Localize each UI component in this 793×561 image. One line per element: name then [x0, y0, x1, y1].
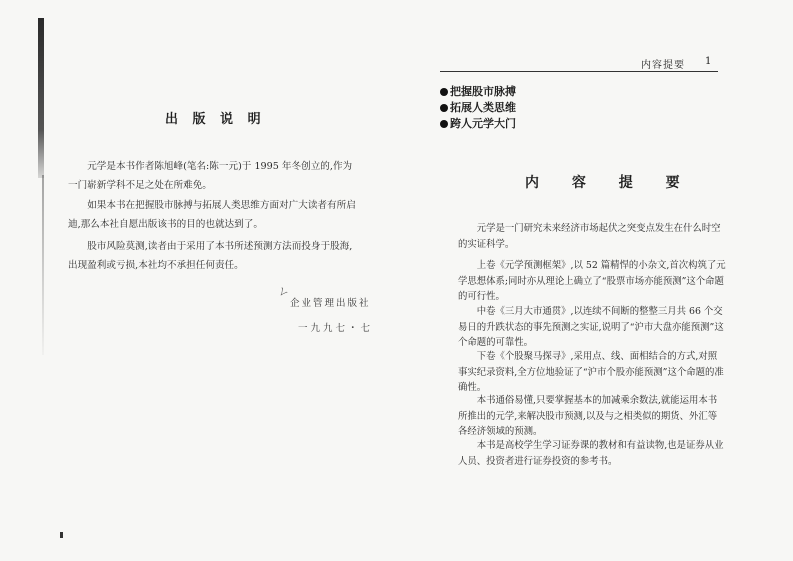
notice-paragraph-3: 股市风险莫测,读者由于采用了本书所述预测方法而投身于股海,出现盈利或亏损,本社均不承担任何责任。	[68, 241, 353, 271]
summary-paragraph-4: 下卷《个股聚马探寻》,采用点、线、面相结合的方式,对照事实纪录资料,全方位地验证了“沪市个股亦能预测”这个命题的准确性。	[458, 351, 724, 393]
summary-paragraph-5: 本书通俗易懂,只要掌握基本的加减乘余数法,就能运用本书所推出的元学,来解决股市预测,以及与之相类似的期货、外汇等各经济领域的预测。	[458, 395, 718, 437]
bullet-item	[440, 100, 516, 116]
notice-paragraph-1: 元学是本书作者陈旭峰(笔名:陈一元)于 1995 年冬创立的,作为一门崭新学科不足之处在所难免。	[68, 161, 353, 191]
publication-notice-title: 出 版 说 明	[165, 112, 266, 127]
bullet-item	[440, 116, 516, 132]
book-spine-shadow-fade	[42, 175, 44, 355]
book-spine-shadow	[38, 18, 44, 178]
publication-date: 一九九七・七	[298, 323, 374, 334]
feature-bullet-list	[440, 84, 516, 132]
publisher-name: 企业管理出版社	[290, 298, 371, 309]
header-rule	[440, 71, 718, 72]
summary-paragraph-3: 中卷《三月大市通贯》,以连续不间断的整整三月共 66 个交易日的升跌状态的事先预测之实证,说明了“沪市大盘亦能预测”这个命题的可靠性。	[458, 306, 724, 348]
summary-paragraph-6: 本书是高校学生学习证券课的教材和有益读物,也是证券从业人员、投资者进行证券投资的参考书。	[458, 440, 724, 467]
running-header-title: 内容提要	[641, 60, 685, 71]
bullet-label: 把握股市脉搏	[450, 85, 516, 98]
bullet-item	[440, 84, 516, 100]
summary-paragraph-2: 上卷《元学预测框架》,以 52 篇精悍的小杂文,首次构筑了元学思想体系;同时亦从理论上确立了“股票市场亦能预测”这个命题的可行性。	[458, 260, 726, 302]
notice-paragraph-2: 如果本书在把握股市脉搏与拓展人类思维方面对广大读者有所启迪,那么本社自愿出版该书的目的也就达到了。	[68, 200, 356, 230]
bullet-label: 跨人元学大门	[450, 117, 516, 130]
summary-paragraph-1: 元学是一门研究未来经济市场起伏之突变点发生在什么时空的实证科学。	[458, 223, 721, 250]
scan-mark	[60, 532, 63, 538]
stamp-mark: ㄥ	[275, 282, 292, 300]
bullet-dot-icon	[440, 88, 448, 96]
bullet-dot-icon	[440, 104, 448, 112]
page-number: 1	[705, 56, 712, 67]
content-summary-title: 内 容 提 要	[525, 175, 694, 191]
bullet-label: 拓展人类思维	[450, 101, 516, 114]
bullet-dot-icon	[440, 120, 448, 128]
